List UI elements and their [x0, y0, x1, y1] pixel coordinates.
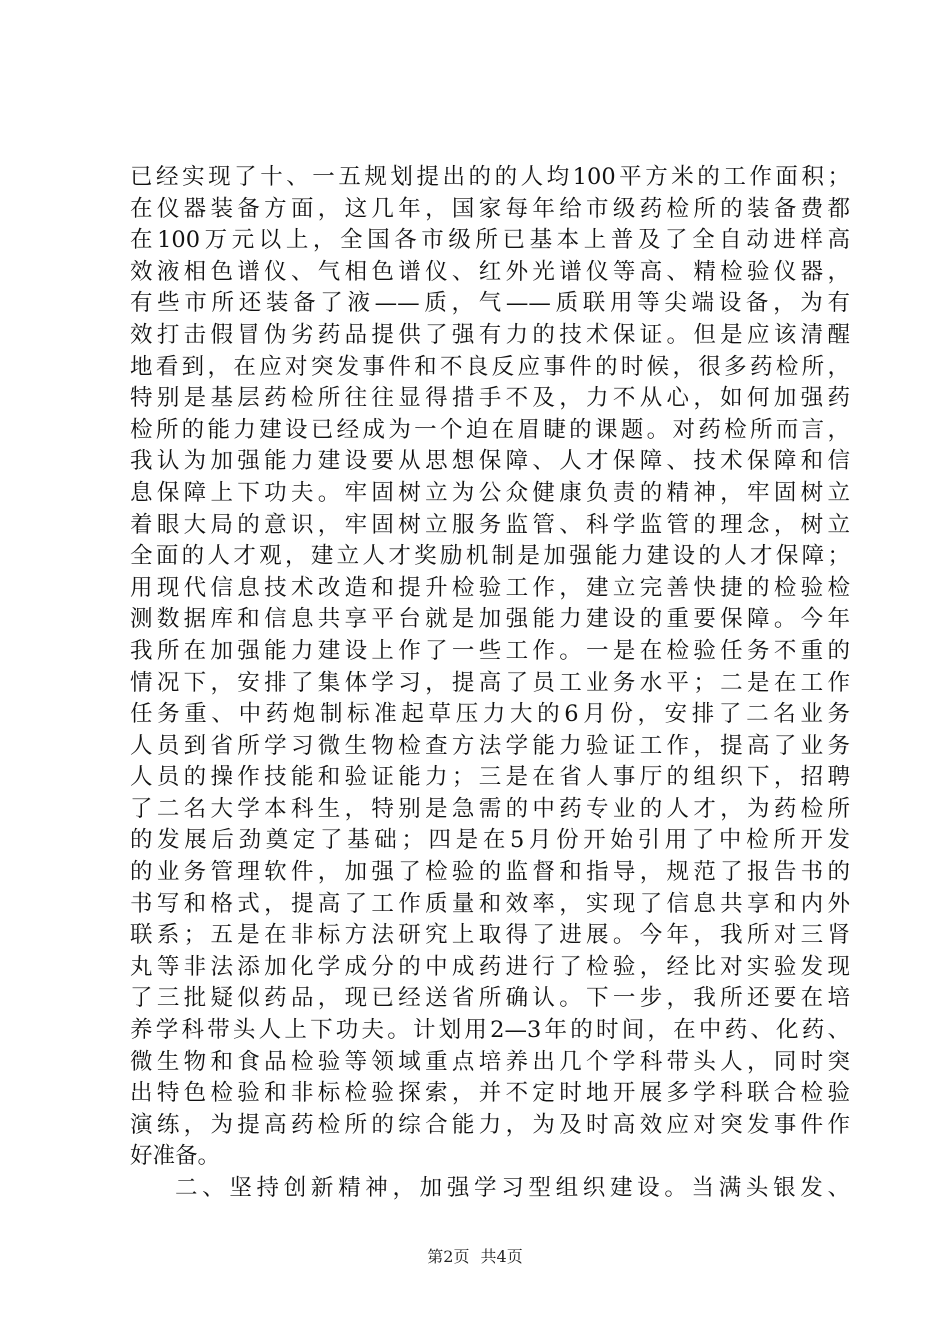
text-line: 出特色检验和非标检验探索，并不定时地开展多学科联合检验 [130, 1080, 850, 1107]
text-line: 书写和格式，提高了工作质量和效率，实现了信息共享和内外 [130, 890, 850, 917]
paragraph-end-line: 好准备。 [130, 1143, 221, 1170]
text-line: 任务重、中药炮制标准起草压力大的6月份，安排了二名业务 [130, 701, 850, 728]
text-line: 测数据库和信息共享平台就是加强能力建设的重要保障。今年 [130, 606, 850, 633]
text-line: 已经实现了十、一五规划提出的的人均100平方米的工作面积； [130, 164, 850, 190]
section-heading-line: 二、坚持创新精神，加强学习型组织建设。当满头银发、 [175, 1175, 850, 1201]
text-line: 人员到省所学习微生物检查方法学能力验证工作，提高了业务 [130, 732, 850, 759]
text-line: 在100万元以上，全国各市级所已基本上普及了全自动进样高 [130, 227, 850, 254]
text-line: 了二名大学本科生，特别是急需的中药专业的人才，为药检所 [130, 795, 850, 822]
text-line: 息保障上下功夫。牢固树立为公众健康负责的精神，牢固树立 [130, 479, 850, 506]
text-line: 全面的人才观，建立人才奖励机制是加强能力建设的人才保障； [130, 543, 850, 570]
text-line: 了三批疑似药品，现已经送省所确认。下一步，我所还要在培 [130, 985, 850, 1012]
text-line: 微生物和食品检验等领域重点培养出几个学科带头人，同时突 [130, 1048, 850, 1075]
text-line: 情况下，安排了集体学习，提高了员工业务水平；二是在工作 [130, 669, 850, 696]
page-footer [0, 1244, 950, 1267]
text-line: 的发展后劲奠定了基础；四是在5月份开始引用了中检所开发 [130, 827, 850, 854]
document-body [130, 162, 850, 1205]
text-line: 检所的能力建设已经成为一个迫在眉睫的课题。对药检所而言， [130, 416, 850, 443]
text-line: 丸等非法添加化学成分的中成药进行了检验，经比对实验发现 [130, 953, 850, 980]
text-line: 养学科带头人上下功夫。计划用2—3年的时间，在中药、化药、 [130, 1017, 850, 1044]
text-line: 演练，为提高药检所的综合能力，为及时高效应对突发事件作 [130, 1111, 850, 1138]
text-line: 用现代信息技术改造和提升检验工作，建立完善快捷的检验检 [130, 574, 850, 601]
text-line: 我所在加强能力建设上作了一些工作。一是在检验任务不重的 [130, 637, 850, 664]
text-line: 有些市所还装备了液——质，气——质联用等尖端设备，为有 [130, 290, 850, 317]
text-line: 特别是基层药检所往往显得措手不及，力不从心，如何加强药 [130, 385, 850, 412]
text-line: 效液相色谱仪、气相色谱仪、红外光谱仪等高、精检验仪器， [130, 258, 850, 285]
page-number: 第2页 [427, 1247, 470, 1266]
text-line: 联系；五是在非标方法研究上取得了进展。今年，我所对三肾 [130, 922, 850, 949]
text-line: 我认为加强能力建设要从思想保障、人才保障、技术保障和信 [130, 448, 850, 475]
text-line: 人员的操作技能和验证能力；三是在省人事厅的组织下，招聘 [130, 764, 850, 791]
page-total: 共4页 [480, 1247, 523, 1266]
text-line: 效打击假冒伪劣药品提供了强有力的技术保证。但是应该清醒 [130, 321, 850, 348]
text-line: 着眼大局的意识，牢固树立服务监管、科学监管的理念，树立 [130, 511, 850, 538]
text-line: 在仪器装备方面，这几年，国家每年给市级药检所的装备费都 [130, 195, 850, 222]
text-line: 的业务管理软件，加强了检验的监督和指导，规范了报告书的 [130, 859, 850, 886]
text-line: 地看到，在应对突发事件和不良反应事件的时候，很多药检所， [130, 353, 850, 380]
